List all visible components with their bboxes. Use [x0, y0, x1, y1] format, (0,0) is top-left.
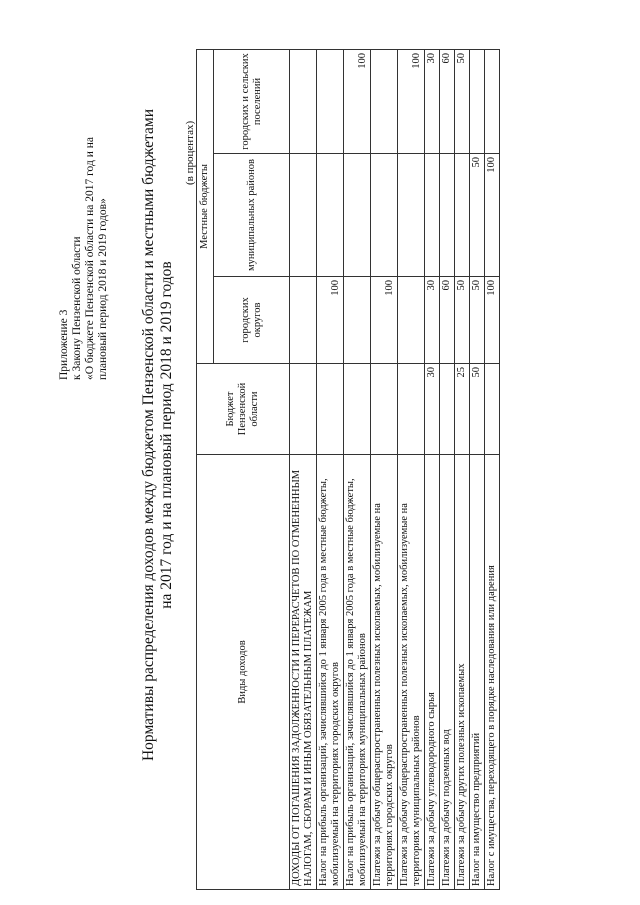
income-type-cell: Платежи за добычу общераспространенных полезных ископаемых, мобилизуемые на территориях муниципальных районов	[398, 455, 425, 890]
header-local-budgets: Местные бюджеты	[197, 49, 214, 363]
income-type-cell: Налог с имущества, переходящего в порядке наследования или дарения	[485, 455, 500, 890]
rate-cell-regional: 25	[455, 364, 470, 455]
rate-cell-city: 100	[371, 277, 398, 364]
rate-cell-municipal	[425, 154, 440, 277]
appendix-line: плановый период 2018 и 2019 годов»	[97, 198, 109, 380]
appendix-line: к Закону Пензенской области	[71, 236, 83, 380]
rate-cell-city: 50	[455, 277, 470, 364]
rate-cell-regional	[317, 364, 344, 455]
rate-cell-city	[344, 277, 371, 364]
distribution-table	[196, 49, 500, 890]
table-row	[317, 49, 344, 889]
rate-cell-regional	[485, 364, 500, 455]
rate-cell-city	[398, 277, 425, 364]
table-row	[440, 49, 455, 889]
table-row	[398, 49, 425, 889]
rate-cell-municipal	[398, 154, 425, 277]
rate-cell-municipal	[371, 154, 398, 277]
rate-cell-settlements	[470, 49, 485, 153]
rate-cell-municipal	[344, 154, 371, 277]
rate-cell-settlements	[485, 49, 500, 153]
table-row	[371, 49, 398, 889]
table-row	[290, 49, 317, 889]
appendix-note	[58, 137, 110, 380]
rate-cell-municipal: 50	[470, 154, 485, 277]
income-type-cell: Налог на прибыль организаций, зачислявшийся до 1 января 2005 года в местные бюджеты, мобилизуемый на территориях городских округов	[317, 455, 344, 890]
rate-cell-regional	[398, 364, 425, 455]
rate-cell-settlements: 100	[398, 49, 425, 153]
header-municipal-districts: муниципальных районов	[214, 154, 290, 277]
table-row	[485, 49, 500, 889]
rate-cell-city: 60	[440, 277, 455, 364]
rate-cell-settlements	[317, 49, 344, 153]
rate-cell-regional: 30	[425, 364, 440, 455]
table-row	[455, 49, 470, 889]
income-type-cell: Налог на имущество предприятий	[470, 455, 485, 890]
income-type-cell: Платежи за добычу других полезных ископаемых	[455, 455, 470, 890]
income-type-cell: ДОХОДЫ ОТ ПОГАШЕНИЯ ЗАДОЛЖЕННОСТИ И ПЕРЕРАСЧЕТОВ ПО ОТМЕНЕННЫМ НАЛОГАМ, СБОРАМ И ИНЫМ ОБЯЗАТЕЛЬНЫМ ПЛАТЕЖАМ	[290, 455, 317, 890]
rate-cell-regional	[344, 364, 371, 455]
income-type-cell: Платежи за добычу общераспространенных полезных ископаемых, мобилизуемые на территориях городских округов	[371, 455, 398, 890]
header-regional-budget: Бюджет Пензенской области	[197, 364, 290, 455]
rate-cell-settlements: 30	[425, 49, 440, 153]
rate-cell-city: 100	[485, 277, 500, 364]
rate-cell-municipal	[455, 154, 470, 277]
rate-cell-settlements: 100	[344, 49, 371, 153]
rate-cell-regional	[290, 364, 317, 455]
income-type-cell: Платежи за добычу углеводородного сырья	[425, 455, 440, 890]
units-note: (в процентах)	[184, 120, 196, 185]
rate-cell-municipal	[290, 154, 317, 277]
document-title: Нормативы распределения доходов между бюджетом Пензенской области и местными бюджетами на 2017 год и на плановый период 2018 и 2019 годов	[140, 109, 175, 762]
rate-cell-settlements	[371, 49, 398, 153]
header-settlements: городских и сельских поселений	[214, 49, 290, 153]
rate-cell-city	[290, 277, 317, 364]
table-row	[425, 49, 440, 889]
rate-cell-regional	[371, 364, 398, 455]
rate-cell-municipal	[440, 154, 455, 277]
rate-cell-municipal	[317, 154, 344, 277]
appendix-line: «О бюджете Пензенской области на 2017 год и на	[84, 137, 96, 380]
rate-cell-city: 30	[425, 277, 440, 364]
rate-cell-municipal: 100	[485, 154, 500, 277]
rate-cell-regional: 50	[470, 364, 485, 455]
appendix-line: Приложение 3	[58, 309, 70, 380]
table-row	[344, 49, 371, 889]
rate-cell-regional	[440, 364, 455, 455]
rate-cell-settlements	[290, 49, 317, 153]
table-row	[470, 49, 485, 889]
rate-cell-settlements: 50	[455, 49, 470, 153]
income-type-cell: Платежи за добычу подземных вод	[440, 455, 455, 890]
rate-cell-settlements: 60	[440, 49, 455, 153]
income-type-cell: Налог на прибыль организаций, зачислявшийся до 1 января 2005 года в местные бюджеты, мобилизуемый на территориях муниципальных районов	[344, 455, 371, 890]
header-city-districts: городских округов	[214, 277, 290, 364]
rate-cell-city: 50	[470, 277, 485, 364]
header-income-types: Виды доходов	[197, 455, 290, 890]
rate-cell-city: 100	[317, 277, 344, 364]
